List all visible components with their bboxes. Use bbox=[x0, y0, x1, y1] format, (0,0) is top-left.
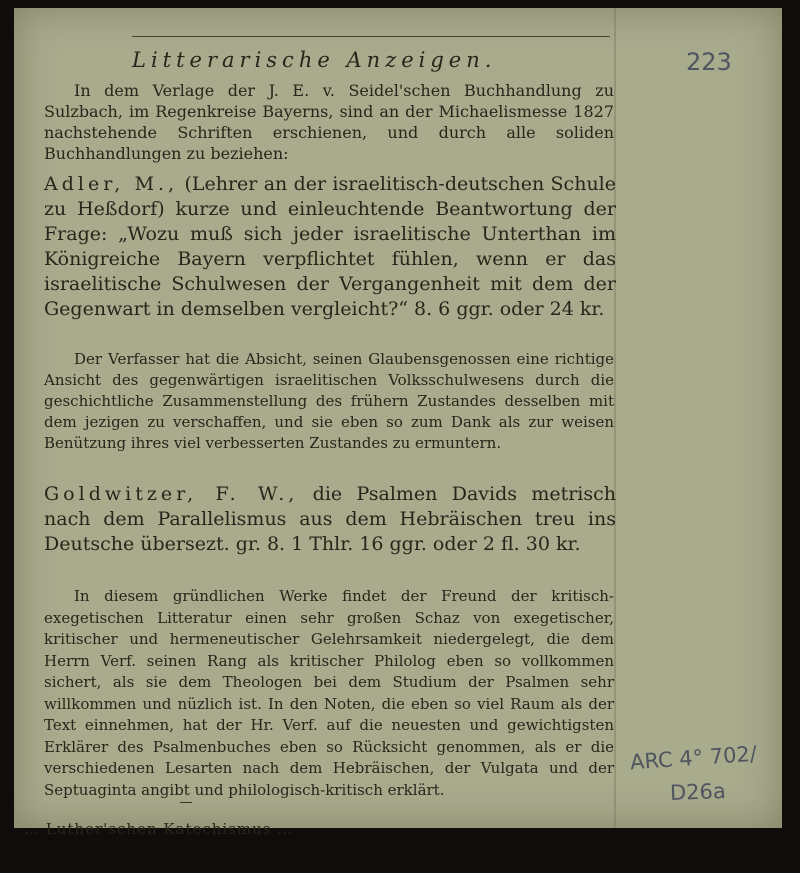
small-dash bbox=[180, 802, 192, 803]
entry-goldwitzer-title: die Psalmen Davids metrisch nach dem Parallelismus aus dem Hebräischen treu ins Deutsche übersezt. gr. 8. 1 Thlr. 16 ggr. oder 2 fl. 30 kr. bbox=[44, 483, 617, 555]
entry-adler bbox=[44, 172, 616, 322]
intro-paragraph: In dem Verlage der J. E. v. Seidel'schen Buchhandlung zu Sulzbach, im Regenkreise Bayerns, sind an der Michaelismesse 1827 nachstehende Schriften erschienen, und durch alle soliden Buchhandlungen zu beziehen: bbox=[44, 81, 614, 163]
handwritten-page-number: 223 bbox=[686, 48, 732, 76]
top-rule bbox=[132, 36, 610, 37]
section-heading: Litterarische Anzeigen. bbox=[132, 48, 497, 72]
entry-adler-author: Adler, M., bbox=[44, 173, 179, 195]
entry-goldwitzer bbox=[44, 482, 616, 557]
entry-adler-title: (Lehrer an der israelitisch-deutschen Schule zu Heßdorf) kurze und einleuchtende Beantwortung der Frage: „Wozu muß sich jeder israelitische Unterthan im Königreiche Bayern verpflichtet fühlen, wenn er das israelitische Schulwesen der Vergangenheit mit dem der Gegenwart in demselben vergleicht?“ 8. 6 ggr. oder 24 kr. bbox=[44, 173, 616, 320]
entry-adler-description: Der Verfasser hat die Absicht, seinen Glaubensgenossen eine richtige Ansicht des gegenwärtigen israelitischen Volksschulwesens durch die geschichtliche Zusammenstellung des frühern Zustandes desselben mit dem jezigen zu verschaffen, und sie eben so zum Dank als zur weisen Benützung ihres viel verbesserten Zustandes zu ermuntern. bbox=[44, 350, 614, 452]
handwritten-shelfmark: ARC 4° 702/ bbox=[629, 741, 758, 775]
newspaper-clipping bbox=[14, 8, 782, 838]
entry-goldwitzer-description: In diesem gründlichen Werke findet der Freund der kritisch-exegetischen Litteratur einen sehr großen Schaz von exegetischer, kritischer und hermeneutischer Gelehrsamkeit niedergelegt, die dem Herrn Verf. seinen Rang als kritischer Philolog eben so vollkommen sichert, als sie dem Theologen bei dem Studium der Psalmen sehr willkommen und nüzlich ist. In den Noten, die eben so viel Raum als der Text einnehmen, hat der Hr. Verf. auf die neuesten und gewichtigsten Erklärer des Psalmenbuches eben so Rücksicht genommen, als er die verschiedenen Lesarten nach dem Hebräischen, der Vulgata und der Septuaginta angibt und philologisch-kritisch erklärt. bbox=[44, 587, 614, 799]
cut-off-line: … Luther'schen Katechismus … bbox=[24, 820, 294, 838]
entry-goldwitzer-author: Goldwitzer, F. W., bbox=[44, 483, 299, 505]
handwritten-shelfmark-2: D26a bbox=[669, 779, 727, 805]
fold-line bbox=[614, 8, 616, 828]
